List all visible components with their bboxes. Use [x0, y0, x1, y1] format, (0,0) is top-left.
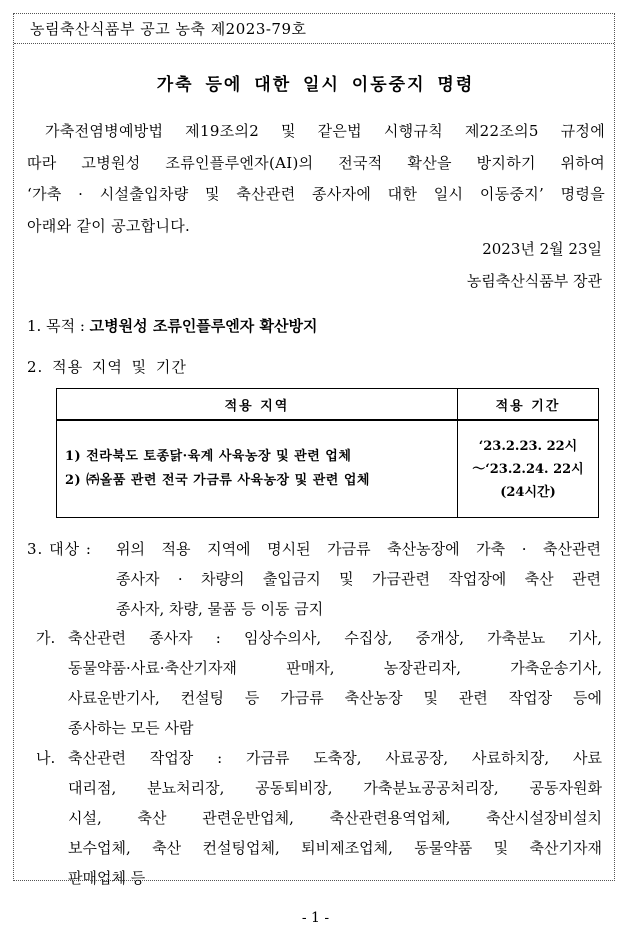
workplaces-line: 판매업체 등	[68, 869, 146, 887]
section-target-body	[116, 534, 601, 624]
table-row	[57, 420, 599, 518]
workplaces-line: 대리점, 분뇨처리장, 공동퇴비장, 가축분뇨공공처리장, 공동자원화	[68, 779, 602, 797]
table-header-period: 적용 기간	[458, 389, 599, 421]
subsection-workplaces-body	[68, 743, 602, 893]
workers-line: 종사하는 모든 사람	[68, 719, 194, 737]
period-duration: (24시간)	[500, 484, 556, 500]
area-item: 2) ㈜올품 관련 전국 가금류 사육농장 및 관련 업체	[65, 473, 370, 488]
section-target-label: 3. 대상 :	[27, 540, 92, 558]
section-purpose-label: 1. 목적 :	[27, 317, 90, 335]
target-line: 종사자 · 차량의 출입금지 및 가금관련 작업장에 축산 관련	[116, 570, 601, 588]
document-title: 가축 등에 대한 일시 이동중지 명령	[156, 75, 475, 95]
page-number: - 1 -	[301, 910, 330, 926]
section-purpose	[27, 315, 317, 336]
table-header-row	[57, 389, 599, 421]
target-line: 위의 적용 지역에 명시된 가금류 축산농장에 가축 · 축산관련	[116, 540, 601, 558]
scope-table	[56, 388, 599, 518]
issue-block	[467, 234, 602, 297]
workplaces-line: 보수업체, 축산 컨설팅업체, 퇴비제조업체, 동물약품 및 축산기자재	[68, 839, 602, 857]
workers-line: 동물약품·사료·축산기자재 판매자, 농장관리자, 가축운송기사,	[68, 659, 602, 677]
workers-line: 사료운반기사, 컨설팅 등 가금류 축산농장 및 관련 작업장 등에	[68, 689, 602, 707]
area-item: 1) 전라북도 토종닭·육계 사육농장 및 관련 업체	[65, 449, 352, 464]
intro-line: ‘가축 · 시설출입차량 및 축산관련 종사자에 대한 일시 이동중지’ 명령을	[27, 185, 605, 203]
subsection-workers-body	[68, 623, 602, 743]
section-purpose-text: 고병원성 조류인플루엔자 확산방지	[89, 317, 318, 335]
issue-date: 2023년 2월 23일	[482, 240, 602, 258]
intro-paragraph	[27, 116, 605, 242]
table-header-area: 적용 지역	[57, 389, 458, 421]
period-start: ‘23.2.23. 22시	[478, 438, 578, 454]
intro-line: 따라 고병원성 조류인플루엔자(AI)의 전국적 확산을 방지하기 위하여	[27, 153, 605, 172]
subsection-marker: 가.	[36, 629, 56, 647]
section-scope-heading: 2. 적용 지역 및 기간	[27, 358, 187, 376]
period-end: ～‘23.2.24. 22시	[472, 461, 584, 477]
target-line: 종사자, 차량, 물품 등 이동 금지	[116, 600, 324, 618]
intro-line: 아래와 같이 공고합니다.	[27, 216, 191, 235]
period-cell	[458, 420, 599, 518]
notice-number: 농림축산식품부 공고 농축 제2023-79호	[14, 14, 614, 44]
area-cell	[57, 420, 458, 518]
issuer: 농림축산식품부 장관	[466, 271, 602, 290]
workers-line: 축산관련 종사자 : 임상수의사, 수집상, 중개상, 가축분뇨 기사,	[68, 629, 602, 647]
intro-line: 가축전염병예방법 제19조의2 및 같은법 시행규칙 제22조의5 규정에	[45, 122, 605, 140]
subsection-marker: 나.	[36, 749, 56, 767]
workplaces-line: 시설, 축산 관련운반업체, 축산관련용역업체, 축산시설장비설치	[68, 809, 602, 827]
workplaces-line: 축산관련 작업장 : 가금류 도축장, 사료공장, 사료하치장, 사료	[68, 749, 602, 767]
